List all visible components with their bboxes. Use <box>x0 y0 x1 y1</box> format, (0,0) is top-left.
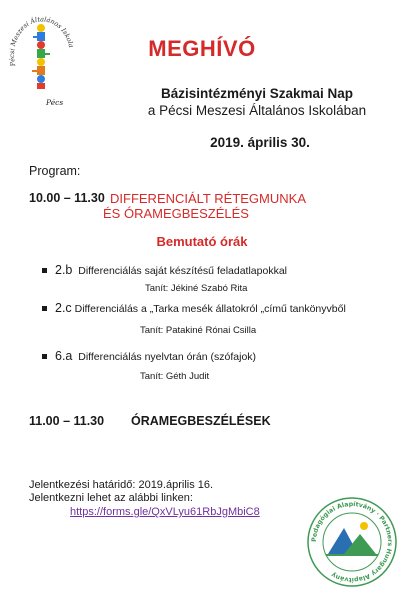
session2-time: 11.00 – 11.30 <box>29 414 105 428</box>
lesson-teacher: Tanít: Jékiné Szabó Rita <box>145 283 248 294</box>
lesson-title: Differenciálás a „Tarka mesék állatokról „című tankönyvből <box>74 303 346 315</box>
event-name: Bázisintézményi Szakmai Nap <box>160 86 354 101</box>
bullet-icon <box>42 306 47 311</box>
lesson-item <box>42 263 287 277</box>
lesson-item <box>42 349 256 363</box>
logo-arc-text: Pécsi Meszesi Általános Iskola <box>7 15 76 67</box>
registration-deadline: Jelentkezési határidő: 2019.április 16. <box>29 479 214 491</box>
lesson-code: 6.a <box>55 349 73 363</box>
page-title: MEGHÍVÓ <box>148 36 256 61</box>
lesson-title: Differenciálás nyelvtan órán (szófajok) <box>78 351 257 363</box>
lesson-title: Differenciálás saját készítésű feladatlapokkal <box>78 265 287 277</box>
demo-lessons-heading: Bemutató órák <box>156 234 248 249</box>
registration-text: Jelentkezni lehet az alábbi linken: <box>29 492 193 504</box>
foundation-seal <box>306 496 398 588</box>
bullet-icon <box>42 268 47 273</box>
mountain-icon <box>326 522 378 556</box>
program-label: Program: <box>29 164 81 178</box>
registration-link[interactable]: https://forms.gle/QxVLyu61RbJgMbiC8 <box>70 506 260 518</box>
session1-title-line2: ÉS ÓRAMEGBESZÉLÉS <box>103 206 249 221</box>
event-venue: a Pécsi Meszesi Általános Iskolában <box>147 103 367 118</box>
lesson-teacher: Tanít: Patakiné Rónai Csilla <box>140 325 257 336</box>
session1-title-line1: DIFFERENCIÁLT RÉTEGMUNKA <box>110 191 306 206</box>
session1-time: 10.00 – 11.30 <box>29 191 105 205</box>
lesson-code: 2.c <box>55 301 72 315</box>
session2-title: ÓRAMEGBESZÉLÉSEK <box>131 414 271 428</box>
logo-city: Pécs <box>46 98 64 107</box>
lesson-teacher: Tanít: Géth Judit <box>140 371 210 382</box>
bullet-icon <box>42 354 47 359</box>
event-date: 2019. április 30. <box>210 135 310 150</box>
seal-text: Pedagógiai Alapítvány · Partners Hungary Alapítvány <box>310 500 394 584</box>
lesson-code: 2.b <box>55 263 73 277</box>
lesson-item <box>42 301 346 315</box>
